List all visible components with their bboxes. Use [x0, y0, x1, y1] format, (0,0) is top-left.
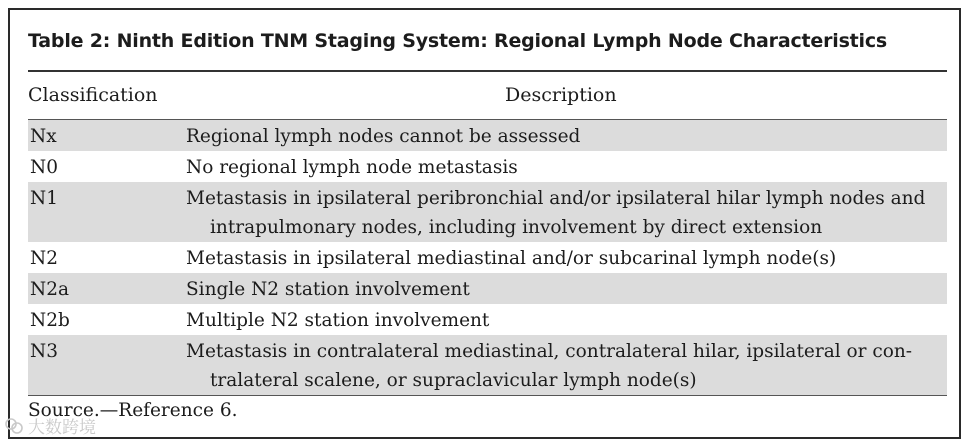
description-line-continued: tralateral scalene, or supraclavicular lymph node(s) — [210, 370, 697, 391]
description-cell — [186, 273, 947, 304]
table-title: Table 2: Ninth Edition TNM Staging System: Regional Lymph Node Characteristics — [28, 30, 888, 52]
table-row — [28, 242, 947, 273]
table-row — [28, 120, 947, 151]
description-cell — [186, 182, 947, 242]
classification-cell: N0 — [30, 157, 58, 178]
table-row — [28, 182, 947, 242]
description-line: No regional lymph node metastasis — [186, 157, 518, 178]
classification-cell: N3 — [30, 341, 58, 362]
description-line: Multiple N2 station involvement — [186, 310, 490, 331]
classification-cell: N1 — [30, 188, 58, 209]
description-line: Regional lymph nodes cannot be assessed — [186, 126, 581, 147]
table-row — [28, 335, 947, 395]
description-cell — [186, 151, 947, 182]
description-line: Metastasis in ipsilateral peribronchial and/or ipsilateral hilar lymph nodes and — [186, 188, 926, 209]
watermark-text: 大数跨境 — [28, 418, 96, 438]
description-line: Metastasis in ipsilateral mediastinal and/or subcarinal lymph node(s) — [186, 248, 837, 269]
classification-cell: N2 — [30, 248, 58, 269]
column-header-classification: Classification — [28, 84, 158, 106]
description-line-continued: intrapulmonary nodes, including involvement by direct extension — [210, 217, 823, 238]
watermark-logo-icon — [4, 416, 24, 436]
description-line: Metastasis in contralateral mediastinal, contralateral hilar, ipsilateral or con- — [186, 341, 913, 362]
table-body — [28, 119, 947, 396]
description-cell — [186, 335, 947, 395]
table-row — [28, 273, 947, 304]
description-cell — [186, 120, 947, 151]
table-row — [28, 304, 947, 335]
description-line: Single N2 station involvement — [186, 279, 470, 300]
table-frame — [8, 8, 961, 439]
column-header-description: Description — [505, 84, 617, 106]
title-divider — [28, 70, 947, 72]
source-note: Source.—Reference 6. — [28, 400, 238, 421]
description-cell — [186, 304, 947, 335]
table-row — [28, 151, 947, 182]
description-cell — [186, 242, 947, 273]
classification-cell: Nx — [30, 126, 57, 147]
classification-cell: N2a — [30, 279, 69, 300]
watermark — [4, 413, 96, 438]
classification-cell: N2b — [30, 310, 70, 331]
